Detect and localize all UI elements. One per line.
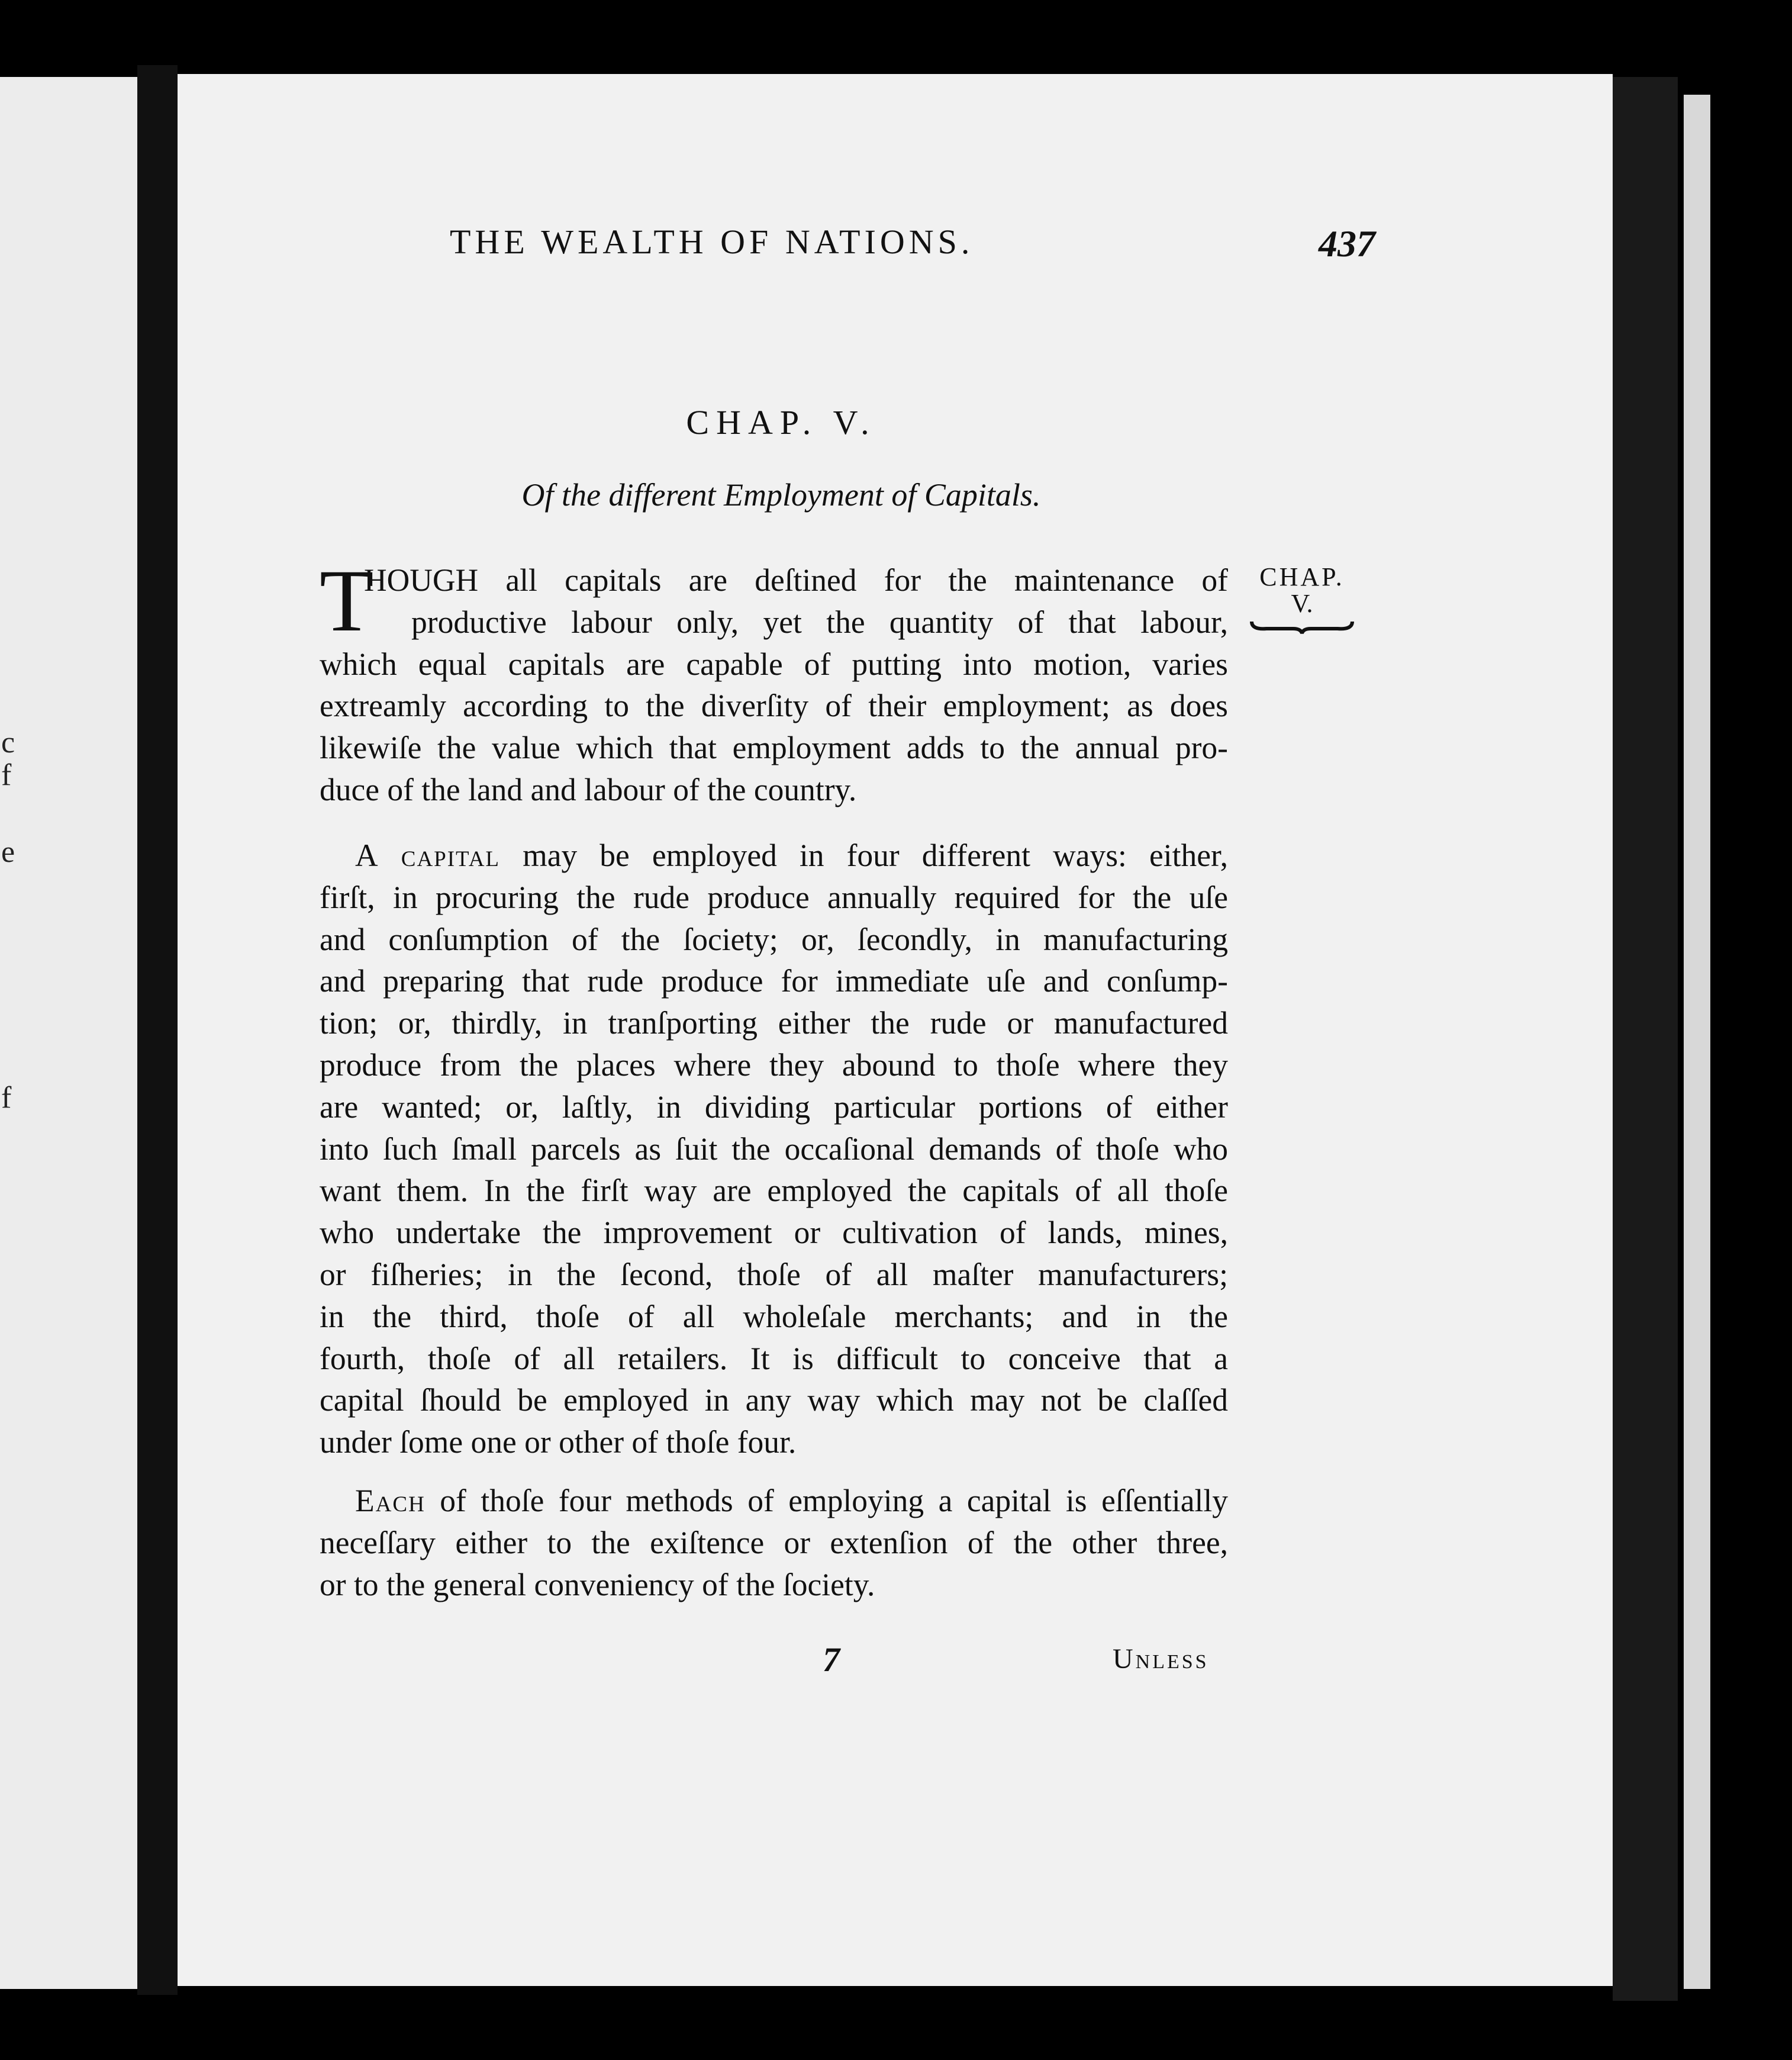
text-line: in the third, thoſe of all wholeſale merchants; and in the [320,1298,1228,1334]
text-line: or fiſheries; in the ſecond, thoſe of all maſter manufacturers; [320,1256,1228,1292]
paragraph [320,835,1228,1463]
facing-page-fragment: c [1,726,15,759]
text-line: are wanted; or, laſtly, in dividing particular portions of either [320,1089,1228,1125]
text-line: into ſuch ſmall parcels as ſuit the occaſional demands of thoſe who [320,1131,1228,1167]
text-line [320,835,1228,877]
lead-word: Each [355,1483,426,1518]
drop-cap: T [320,552,374,650]
margin-note-line: CHAP. [1259,562,1345,591]
text-line: extreamly according to the diverſity of their employment; as does [320,688,1228,724]
page-stack [1684,95,1710,1989]
facing-page [0,77,145,1989]
text-line: or to the general conveniency of the ſociety. [320,1566,875,1602]
text-line: duce of the land and labour of the country. [320,771,857,807]
text-line-rest: of thoſe four methods of employing a capital is eſſentially [425,1483,1228,1518]
facing-page-fragment: f [1,1081,12,1115]
book-gutter [137,65,178,1995]
paragraph [320,552,1228,811]
text-line: under ſome one or other of thoſe four. [320,1424,797,1460]
text-line: and conſumption of the ſociety; or, ſecondly, in manufacturing [320,921,1228,957]
text-line: neceſſary either to the exiſtence or extenſion of the other three, [320,1524,1228,1560]
text-line: firſt, in procuring the rude produce annually required for the uſe [320,879,1228,915]
text-line: likewiſe the value which that employment adds to the annual pro- [320,730,1228,766]
lead-word: A capital [355,838,501,873]
text-line: productive labour only, yet the quantity of that labour, [411,604,1228,640]
text-line: tion; or, thirdly, in tranſporting either the rude or manufactured [320,1005,1228,1041]
text-line [320,1480,1228,1522]
paragraph [320,1480,1228,1605]
running-title: THE WEALTH OF NATIONS. [450,223,974,261]
page-number: 437 [1319,223,1375,265]
catchword: Unless [1113,1643,1209,1675]
text-line: which equal capitals are capable of putting into motion, varies [320,646,1228,682]
text-line: fourth, thoſe of all retailers. It is difficult to conceive that a [320,1340,1228,1376]
book-edge [1613,77,1678,2001]
text-line: want them. In the firſt way are employed the capitals of all thoſe [320,1173,1228,1209]
text-line: who undertake the improvement or cultivation of lands, mines, [320,1215,1228,1251]
text-line: produce from the places where they abound to thoſe where they [320,1047,1228,1083]
facing-page-fragment: f [1,758,12,792]
margin-note-line: V. [1291,589,1313,618]
margin-note [1240,562,1364,635]
text-line: and preparing that rude produce for immediate uſe and conſump- [320,963,1228,999]
text-line: HOUGH all capitals are deſtined for the maintenance of [364,562,1228,598]
text-line: capital ſhould be employed in any way which may not be claſſed [320,1382,1228,1418]
facing-page-fragment: e [1,835,15,869]
text-line-rest: may be employed in four different ways: either, [500,838,1228,873]
chapter-title: Of the different Employment of Capitals. [521,477,1041,513]
chapter-heading: CHAP. V. [686,403,876,442]
signature-mark: 7 [823,1640,840,1679]
brace-icon [1249,617,1355,635]
